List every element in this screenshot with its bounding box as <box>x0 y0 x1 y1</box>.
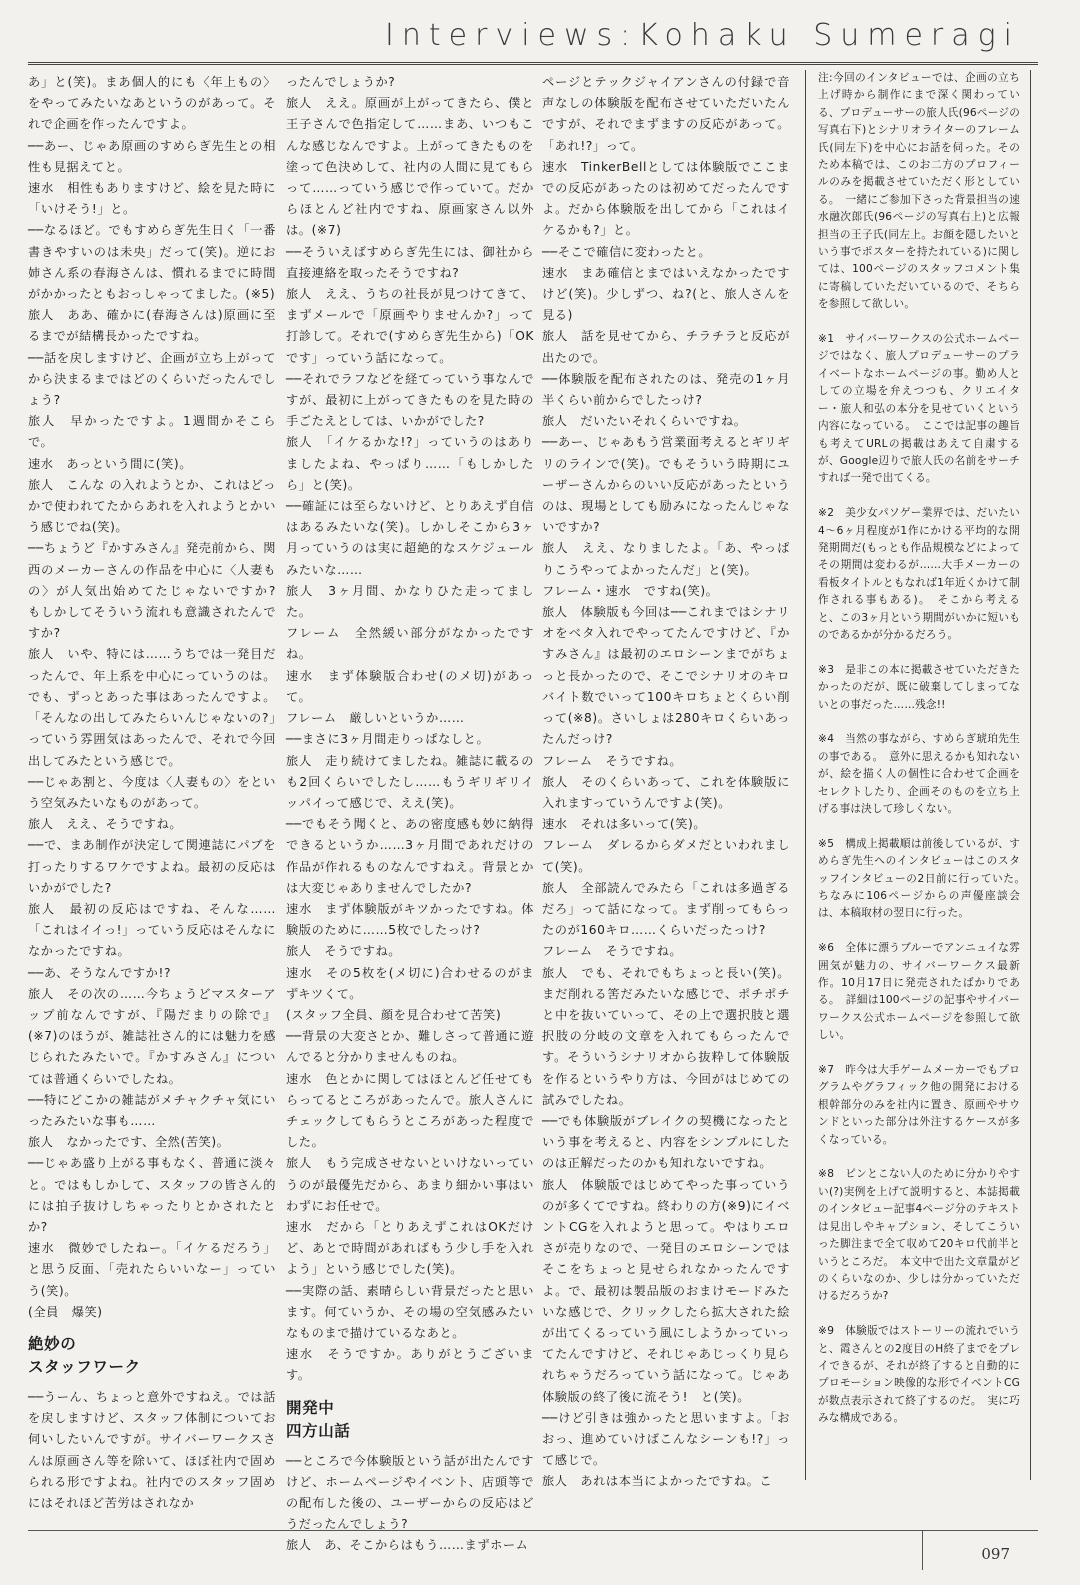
paragraph: 速水 それは多いって(笑)。 <box>542 817 707 832</box>
paragraph: 旅人 あ、そこからはもう……まずホーム <box>286 1538 529 1553</box>
paragraph: ったんでしょうか? <box>286 75 396 89</box>
paragraph: ──特にどこかの雑誌がメチャクチャ気にいったみたいな事も…… <box>28 1092 276 1128</box>
paragraph: ──じゃあ割と、今度は〈人妻もの〉をという空気みたいなものがあって。 <box>28 774 276 810</box>
paragraph: 旅人 ああ、確かに(春海さんは)原画に至るまでが結構長かったですね。 <box>28 308 276 344</box>
column-1-body <box>28 72 289 1323</box>
paragraph: 旅人 体験版も今回は──これまではシナリオをベタ入れでやってたんですけど、『かすみさん』は最初のエロシーンまでがちょっと長かったので、そこでシナリオのキロバイト数でいって100キロちょとくらい削って(※8)。さいしょは280キロくらいあったんだっけ? <box>542 605 790 747</box>
footnote: ※3 是非この本に掲載させていただきたかったのだが、既に破棄してしまってないとの事だった……残念!! <box>818 663 1020 711</box>
paragraph: 旅人 「イケるかな!?」っていうのはありましたよね、やっぱり……「もしかしたら」と(笑)。 <box>286 435 534 492</box>
paragraph: 旅人 なかったです、全然(苦笑)。 <box>28 1135 230 1150</box>
footnote: ※5 構成上掲載順は前後しているが、すめらぎ先生へのインタビューはこのスタッフインタビューの2日前に行っていた。 ちなみに106ページからの声優座談会は、本稿取材の翌日に行った。 <box>818 837 1031 920</box>
paragraph: 旅人 ええ。原画が上がってきたら、僕と王子さんで色指定して……まあ、いつもこんな感じなんですよ。上がってきたものを塗って色決めして、社内の人間に見てもらって……っていう感じで作っていて。だからほとんど社内ですね、原画家さん以外は。(※7) <box>286 96 534 238</box>
column-2 <box>286 72 534 1557</box>
column-1-body-after <box>28 1387 276 1514</box>
column-1 <box>28 72 289 1514</box>
paragraph: ──けど引きは強かったと思いますよ。「おおっ、進めていけばこんなシーンも!?」って感じで。 <box>542 1410 790 1468</box>
paragraph: 旅人 ええ、そうですね。 <box>28 817 183 832</box>
paragraph: ──でも体験版がブレイクの契機になったという事を考えると、内容をシンプルにしたのは正解だったのかも知れないですね。 <box>542 1113 790 1171</box>
paragraph: 旅人 でも、それでもちょっと長い(笑)。まだ削れる筈だみたいな感じで、ポチポチと中を抜いていって、その上で選択肢と選択肢の分岐の文章を入れてもらったんです。そういうシナリオから抜粋して体験版を作るというやり方は、今回がはじめての試みでしたね。 <box>542 965 790 1107</box>
paragraph: 速水 微妙でしたねー。「イケるだろう」と思う反面、「売れたらいいなー」っていう(笑)。 <box>28 1241 276 1298</box>
paragraph: 速水 色とかに関してはほとんど任せてもらってるところがあったんで。旅人さんにチェックしてもらうところがあった程度でした。 <box>286 1071 534 1150</box>
page-number: 097 <box>981 1545 1010 1563</box>
paragraph: フレーム 全然緩い部分がなかったですね。 <box>286 626 534 662</box>
paragraph: ──背景の大変さとか、難しさって普通に遊んでると分かりませんものね。 <box>286 1029 534 1065</box>
paragraph: 旅人 そうですね。 <box>286 944 402 959</box>
paragraph: フレーム・速水 ですね(笑)。 <box>542 583 719 598</box>
header-title: Interviews:Kohaku Sumeragi <box>385 18 1020 53</box>
paragraph: (全員 爆笑) <box>28 1304 103 1319</box>
footnote: ※7 昨今は大手ゲームメーカーでもプログラムやグラフィック他の開発における根幹部分のみを社内に置き、原画やサウンドといった部分は外注するケースが多くなっている。 <box>818 1064 1020 1146</box>
paragraph: フレーム 厳しいというか…… <box>286 711 465 726</box>
subheading-line: 絶妙の <box>28 1334 77 1353</box>
paragraph: 速水 まず体験版がキツかったですね。体験版のために……5枚でしたっけ? <box>286 901 534 938</box>
paragraph: 旅人 そのくらいあって、これを体験版に入れますっていうんですよ(笑)。 <box>542 774 790 810</box>
paragraph: ──なるほど。でもすめらぎ先生日く「一番書きやすいのは未央」だって(笑)。逆にお姉さん系の春海さんは、慣れるまでに時間がかかったともおっしゃってました。(※5) <box>28 223 276 302</box>
column-2-body <box>286 72 534 1387</box>
paragraph: 速水 そうですか。ありがとうございます。 <box>286 1347 534 1383</box>
paragraph: (スタッフ全員、顔を見合わせて苦笑) <box>286 1007 502 1022</box>
paragraph: ──あー、じゃあもう営業面考えるとギリギリのラインで(笑)。でもそういう時期にユーザーさんからのいい反応があったというのは、現場としても励みになったんじゃないですか? <box>542 435 790 535</box>
paragraph: ──そういえばすめらぎ先生には、御社から直接連絡を取ったそうですね? <box>286 244 534 280</box>
paragraph: フレーム ダレるからダメだといわれまして(笑)。 <box>542 838 790 874</box>
footnotes-column <box>805 70 1031 1480</box>
paragraph: 旅人 話を見せてから、チラチラと反応が出たので。 <box>542 329 790 365</box>
subheading <box>286 1397 534 1443</box>
paragraph: ──体験版を配布されたのは、発売の1ヶ月半くらい前からでしたっけ? <box>542 371 790 408</box>
paragraph: ──それでラフなどを経てっていう事なんですが、最初に上がってきたものを見た時の手ごたえとしては、いかがでした? <box>286 371 534 429</box>
paragraph: ──まさに3ヶ月間走りっぱなしと。 <box>286 732 490 747</box>
paragraph: 旅人 最初の反応はですね、そんな……「これはイイっ!」っていう反応はそんなになかったですね。 <box>28 901 276 959</box>
paragraph: 旅人 体験版ではじめてやった事っていうのが多くてですね。終わりの方(※9)にイベントCGを入れようと思って。やはりエロさが売りなので、一発目のエロシーンではそこをちょっと見せられなかったんですよ。で、最初は製品版のおまけモードみたいな感じで、クリックしたら拡大された絵が出てくるっていう風にしようかっていってたんですけど、それじゃあじっくり見られちゃうだろっていう話になって。じゃあ体験版の終了後に流そう! と(笑)。 <box>542 1177 790 1404</box>
paragraph: 旅人 走り続けてましたね。雑誌に載るのも2回くらいでしたし……もうギリギリイッパイって感じで、ええ(笑)。 <box>286 753 534 810</box>
paragraph: フレーム そうですね。 <box>542 753 683 768</box>
paragraph: ──じゃあ盛り上がる事もなく、普通に淡々と。ではもしかして、スタッフの皆さん的には拍子抜けしちゃったりとかされたとか? <box>28 1156 276 1234</box>
paragraph: 速水 まあ確信とまではいえなかったですけど(笑)。少しずつ、ね?(と、旅人さんを見る) <box>542 265 790 323</box>
paragraph: ──実際の話、素晴らしい背景だったと思います。何ていうか、その場の空気感みたいなものまで描けているなあと。 <box>286 1283 534 1340</box>
paragraph: 旅人 もう完成させないといけないっていうのが最優先だから、あまり細かい事はいわずにお任せで。 <box>286 1156 534 1213</box>
subheading-line: スタッフワーク <box>28 1357 141 1376</box>
paragraph: 旅人 全部読んでみたら「これは多過ぎるだろ」って話になって。まず削ってもらったのが160キロ……くらいだったっけ? <box>542 880 790 938</box>
paragraph: ──確証には至らないけど、とりあえず自信はあるみたいな(笑)。しかしそこから3ヶ月っていうのは実に超絶的なスケジュールみたいな…… <box>286 499 534 577</box>
column-2-body-after <box>286 1451 534 1557</box>
footnote: 注:今回のインタビューでは、企画の立ち上げ時から制作にまで深く関わっている、プロデューサーの旅人氏(96ページの写真右下)とシナリオライターのフレーム氏(同左下)を中心にお話を伺った。そのため本稿では、このお二方のプロフィールのみを掲載させていただく形としている。 一緒にご参加下さった背景担当の速水融次郎氏(96ページの写真右上)と広報担当の王子氏(同左上。お顔を隠したいという事でポスターを持たれている)に関しては、100ページのスタッフコメント集に寄稿していただいているので、そちらを参照して欲しい。 <box>818 72 1020 311</box>
footnote: ※1 サイバーワークスの公式ホームページではなく、旅人プロデューサーのプライベートなホームページの事。勤め人としての立場を弁えつつも、クリエイター・旅人和弘の本分を見せていくという内容になっている。 ここでは記事の趣旨も考えてURLの掲載はあえて自粛するが、Google辺りで旅人氏の名前をサーチすれば一発で出てくる。 <box>818 333 1020 485</box>
column-3-body <box>542 72 790 1493</box>
paragraph: 旅人 だいたいそれくらいですね。 <box>542 414 747 429</box>
column-3 <box>542 72 790 1493</box>
paragraph: ──でもそう聞くと、あの密度感も妙に納得できるというか……3ヶ月間であれだけの作品が作れるものなんですねえ。背景とかは大変じゃありませんでしたか? <box>286 817 534 895</box>
footnote: ※6 全体に漂うブルーでアンニュイな雰囲気が魅力の、サイバーワークス最新作。10月17日に発売されたばかりである。 詳細は100ページの記事やサイバーワークス公式ホームページを参照して欲しい。 <box>818 942 1020 1042</box>
paragraph: 速水 あっという間に(笑)。 <box>28 456 193 471</box>
paragraph: 旅人 いや、特には……うちでは一発目だったんで、年上系を中心にっていうのは。でも、ずっとあった事はあったんですよ。「そんなの出してみたらいんじゃないの?」っていう雰囲気はあったんで、それで今回出してみたという感じで。 <box>28 647 276 768</box>
paragraph: 旅人 こんな の入れようとか、これはどっかで使われてたからあれを入れようとかいう感じでね(笑)。 <box>28 477 276 535</box>
paragraph: 旅人 3ヶ月間、かなりひた走ってました。 <box>286 583 534 620</box>
paragraph: ──で、まあ制作が決定して関連誌にパブを打ったりするワケですよね。最初の反応はいかがでした? <box>28 838 276 895</box>
paragraph: ──あ、そうなんですか!? <box>28 965 172 980</box>
paragraph: 旅人 早かったですよ。1週間かそこらで。 <box>28 414 276 450</box>
subheading-line: 四方山話 <box>286 1421 351 1440</box>
paragraph: フレーム そうですね。 <box>542 944 683 959</box>
footnote: ※9 体験版ではストーリーの流れでいうと、霞さんとの2度目のH終了までをプレイできるが、それが終了すると自動的にプロモーション映像的な形でイベントCGが数点表示されて終了するのだ。 実に巧みな構成である。 <box>818 1325 1020 1425</box>
paragraph: ──あー、じゃあ原画のすめらぎ先生との相性も見据えてと。 <box>28 138 276 174</box>
paragraph: ──ちょうど『かすみさん』発売前から、関西のメーカーさんの作品を中心に〈人妻もの〉が人気出始めてたじゃないですか? もしかしてそういう流れも意識されたんですか? <box>28 541 289 641</box>
subheading-line: 開発中 <box>286 1398 335 1417</box>
paragraph: 速水 その5枚を(メ切に)合わせるのがまずキツくて。 <box>286 965 534 1001</box>
paragraph: ──そこで確信に変わったと。 <box>542 244 712 259</box>
paragraph: 速水 TinkerBellとしては体験版でここまでの反応があったのは初めてだったんですよ。だから体験版を出してから「これはイケるかも?」と。 <box>542 159 790 238</box>
paragraph: 旅人 ええ、なりましたよ。「あ、やっぱりこうやってよかったんだ」と(笑)。 <box>542 541 790 577</box>
subheading <box>28 1333 276 1379</box>
paragraph: ──ところで今体験版という話が出たんですけど、ホームページやイベント、店頭等での配布した後の、ユーザーからの反応はどうだったんでしょう? <box>286 1453 534 1532</box>
footnote: ※2 美少女パソゲー業界では、だいたい4〜6ヶ月程度が1作にかける平均的な開発期間だ(もっとも作品規模などによってその期間は変わるが……大手メーカーの看板タイトルともなれば1年近くかけて制作される事もある)。 そこから考えると、この3ヶ月という期間がいかに短いものであるかが分かるだろう。 <box>818 507 1020 641</box>
paragraph: あ」と(笑)。まあ個人的にも〈年上もの〉をやってみたいなあというのがあって。それで企画を作ったんですよ。 <box>28 75 276 132</box>
paragraph: 速水 まず体験版合わせ(のメ切)があって。 <box>286 668 534 704</box>
paragraph: 速水 だから「とりあえずこれはOKだけど、あとで時間があればもう少し手を入れよう」という感じでした(笑)。 <box>286 1219 534 1277</box>
paragraph: ──話を戻しますけど、企画が立ち上がってから決まるまではどのくらいだったんでしょう? <box>28 350 276 408</box>
footnote: ※8 ピンとこない人のために分かりやすい(?)実例を上げて説明すると、本誌掲載のインタビュー記事4ページ分のテキストは見出しやキャプション、そしてこういった脚注まで全て収めて20キロ代前半というところだ。 本文中で出た文章量がどのくらいなのか、少しは分かっていただけるだろうか? <box>818 1168 1020 1303</box>
paragraph: ──うーん、ちょっと意外ですねえ。では話を戻しますけど、スタッフ体制についてお伺いしたいんですが。サイバーワークスさんは原画さん等を除いて、ほぼ社内で固められる形ですよね。社内でのスタッフ固めにはそれほど苦労はされなか <box>28 1389 276 1510</box>
footnote: ※4 当然の事ながら、すめらぎ琥珀先生の事である。 意外に思えるかも知れないが、絵を描く人の個性に合わせて企画をセレクトしたり、企画そのものを立ち上げる事は決して珍しくない。 <box>818 733 1020 815</box>
paragraph: ページとテックジャイアンさんの付録で音声なしの体験版を配布させていただいたんですが、それでまずますの反応があって。「あれ!?」って。 <box>542 75 790 153</box>
footer-divider <box>922 1530 923 1570</box>
paragraph: 旅人 その次の……今ちょうどマスターアップ前なんですが、『陽だまりの除で』(※7)のほうが、雑誌社さん的には魅力を感じられたみたいで。『かすみさん』については普通くらいでしたね。 <box>28 986 276 1086</box>
footer-rule <box>28 1530 1038 1531</box>
paragraph: 旅人 あれは本当によかったですね。こ <box>542 1474 773 1489</box>
paragraph: 速水 相性もありますけど、絵を見た時に「いけそう!」と。 <box>28 181 276 217</box>
header-rule <box>28 62 1038 65</box>
paragraph: 旅人 ええ、うちの社長が見つけてきて、まずメールで「原画やりませんか?」って打診して。それで(すめらぎ先生から)「OKです」っていう話になって。 <box>286 287 534 365</box>
